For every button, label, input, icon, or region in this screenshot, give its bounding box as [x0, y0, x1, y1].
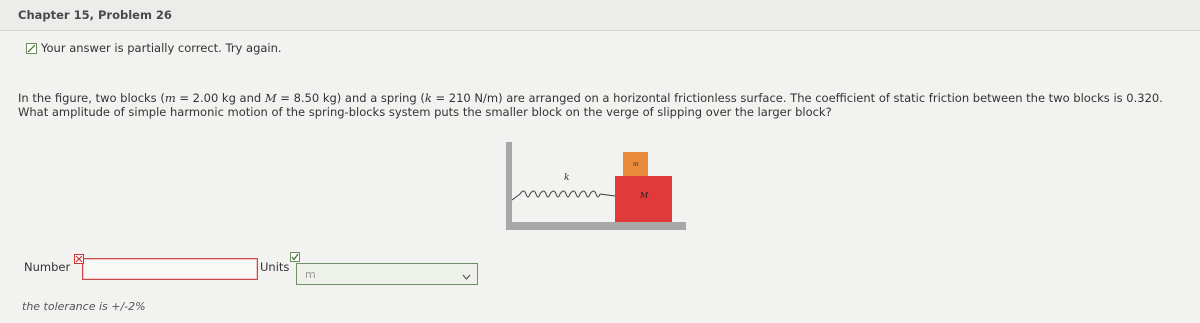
- figure-drawing: [506, 142, 686, 232]
- answer-status: [26, 41, 282, 55]
- problem-statement: [18, 91, 1193, 119]
- symbol-M: M: [264, 91, 277, 105]
- units-select[interactable]: [296, 263, 478, 285]
- wall: [506, 142, 512, 230]
- units-selected-value: m: [305, 267, 316, 281]
- status-message: Your answer is partially correct. Try again.: [41, 41, 282, 55]
- symbol-m: m: [164, 91, 176, 105]
- small-block-label: m: [633, 161, 639, 168]
- floor: [506, 222, 686, 230]
- problem-text: = 210 N/m) are arranged on a horizontal frictionless surface. The coefficient of static friction between the two blocks is 0.320. What amplitude of simple harmonic motion of the spring-blocks system puts the smaller block on the verge of slipping over the larger block?: [18, 91, 1163, 119]
- problem-header: [0, 0, 1200, 31]
- correct-check-icon: [290, 252, 300, 262]
- number-label: Number: [24, 260, 71, 274]
- problem-text: = 2.00 kg and: [175, 91, 265, 105]
- large-block-label: M: [640, 191, 649, 200]
- chapter-title: Chapter 15, Problem 26: [18, 8, 172, 22]
- chevron-down-icon: [462, 265, 471, 284]
- partially-correct-icon: [26, 43, 37, 54]
- units-label: Units: [260, 260, 290, 274]
- spring: [512, 191, 615, 200]
- tolerance-note: the tolerance is +/-2%: [22, 300, 146, 313]
- problem-text: In the figure, two blocks (: [18, 91, 165, 105]
- incorrect-x-icon: [74, 254, 84, 264]
- symbol-k: k: [424, 91, 432, 105]
- number-input[interactable]: [82, 258, 258, 280]
- spring-label: k: [564, 173, 570, 183]
- problem-text: = 8.50 kg) and a spring (: [276, 91, 425, 105]
- spring-blocks-figure: [506, 142, 686, 232]
